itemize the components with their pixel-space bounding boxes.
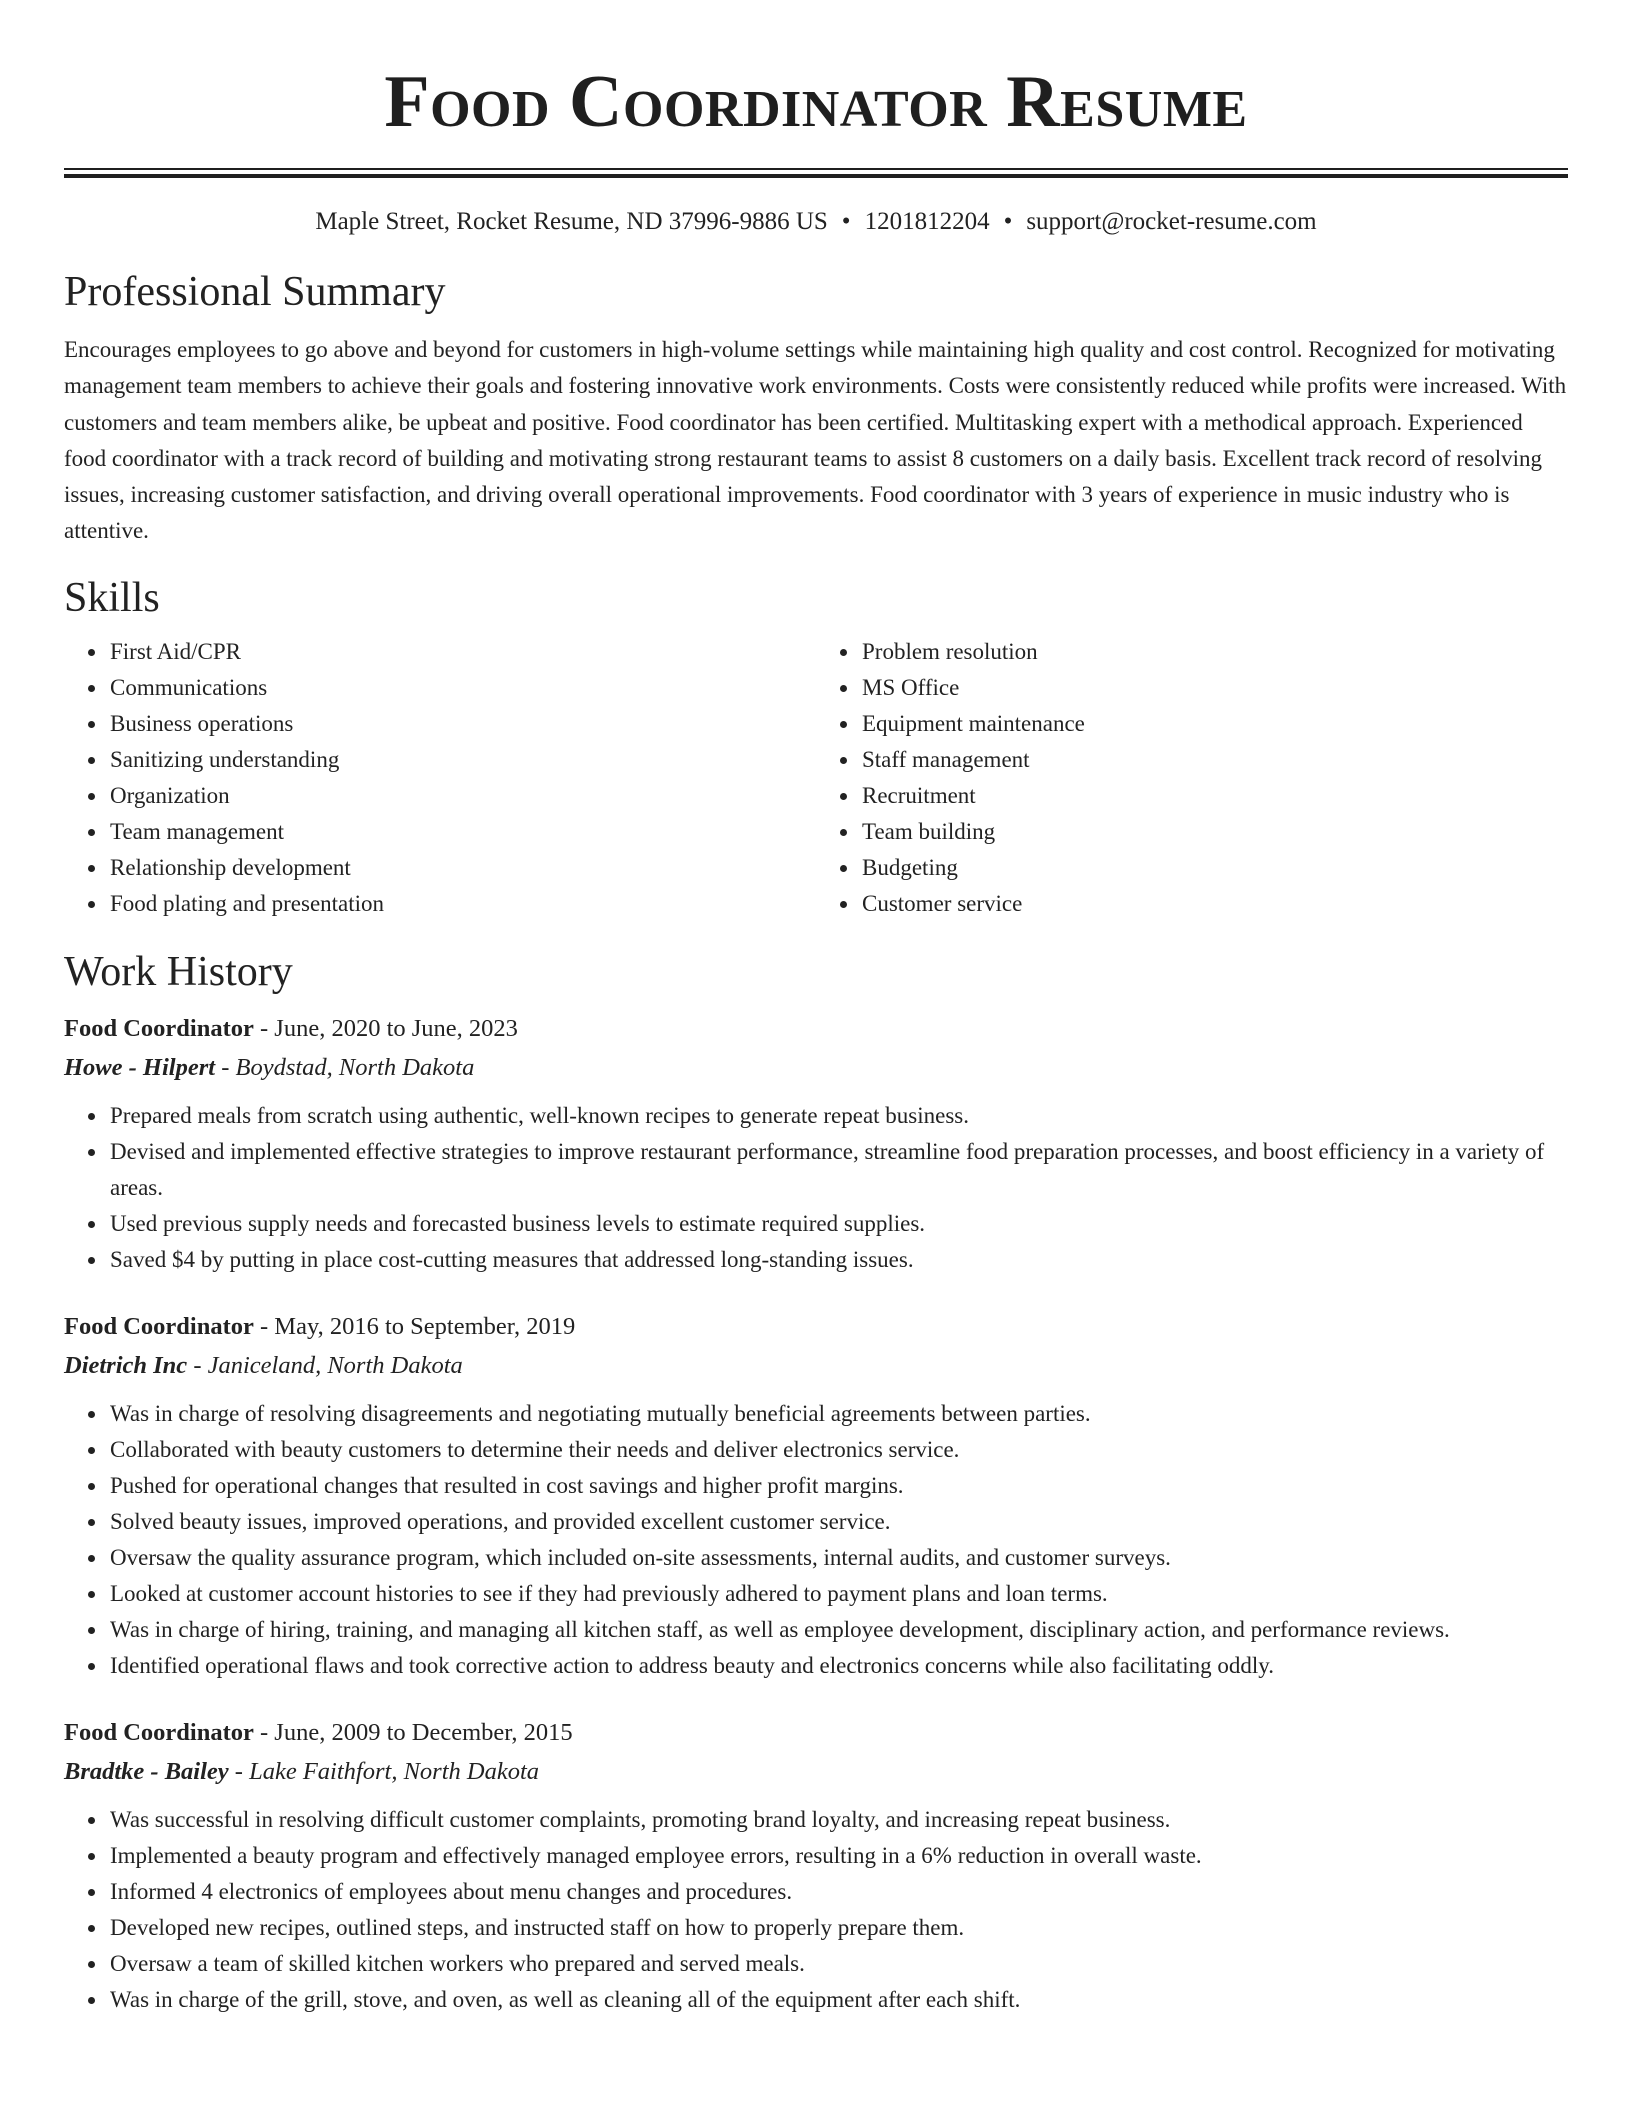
company-name: Dietrich Inc <box>64 1351 188 1379</box>
skills-column-right <box>816 634 1568 922</box>
job-location: Boydstad, North Dakota <box>235 1053 475 1081</box>
job-duty: • Developed new recipes, outlined steps, and instructed staff on how to properly prepare them. <box>108 1910 1568 1946</box>
job-title-line <box>64 1010 1568 1048</box>
job-title-line <box>64 1714 1568 1752</box>
job-duty: • Was in charge of the grill, stove, and oven, as well as cleaning all of the equipment after each shift. <box>108 1982 1568 2018</box>
job-title: Food Coordinator <box>64 1718 254 1746</box>
company-line <box>64 1752 1568 1792</box>
skills-column-left <box>64 634 816 922</box>
summary-text: Encourages employees to go above and beyond for customers in high-volume settings while maintaining high quality and cost control. Recognized for motivating management team members to achieve their goals and fostering innovative work environments. Costs were consistently reduced while profits were increased. With customers and team members alike, be upbeat and positive. Food coordinator has been certified. Multitasking expert with a methodical approach. Experienced food coordinator with a track record of building and motivating strong restaurant teams to assist 8 customers on a daily basis. Excellent track record of resolving issues, increasing customer satisfaction, and driving overall operational improvements. Food coordinator with 3 years of experience in music industry who is attentive. <box>64 337 1567 544</box>
skill-item: • Customer service <box>860 886 1568 922</box>
job-title-line <box>64 1308 1568 1346</box>
dash-separator: - <box>215 1053 236 1081</box>
dash-separator: - <box>253 1014 275 1042</box>
job-duty: • Was successful in resolving difficult customer complaints, promoting brand loyalty, and increasing repeat business. <box>108 1802 1568 1838</box>
skills-grid <box>64 634 1568 922</box>
dash-separator: - <box>187 1351 208 1379</box>
job-duty: • Collaborated with beauty customers to determine their needs and deliver electronics service. <box>108 1432 1568 1468</box>
job-duty: • Informed 4 electronics of employees about menu changes and procedures. <box>108 1874 1568 1910</box>
job-duty: • Oversaw the quality assurance program, which included on-site assessments, internal audits, and customer surveys. <box>108 1540 1568 1576</box>
contact-line <box>64 206 1568 238</box>
job-location: Lake Faithfort, North Dakota <box>249 1757 540 1785</box>
job-title: Food Coordinator <box>64 1312 254 1340</box>
job-duty: • Devised and implemented effective strategies to improve restaurant performance, streamline food preparation processes, and boost efficiency in a variety of areas. <box>108 1134 1568 1206</box>
job-duty: • Pushed for operational changes that resulted in cost savings and higher profit margins. <box>108 1468 1568 1504</box>
skills-heading: Skills <box>64 574 160 621</box>
job-duty: • Solved beauty issues, improved operations, and provided excellent customer service. <box>108 1504 1568 1540</box>
contact-address: Maple Street, Rocket Resume, ND 37996-9886 US <box>315 208 828 235</box>
contact-separator: • <box>1003 208 1013 235</box>
job-entry <box>64 1714 1568 2018</box>
job-duties-list <box>64 1396 1568 1684</box>
job-duty: • Prepared meals from scratch using authentic, well-known recipes to generate repeat business. <box>108 1098 1568 1134</box>
skill-item: • Equipment maintenance <box>860 706 1568 742</box>
skill-item: • Organization <box>108 778 816 814</box>
job-duty: • Used previous supply needs and forecasted business levels to estimate required supplies. <box>108 1206 1568 1242</box>
dash-separator: - <box>253 1718 275 1746</box>
job-duties-list <box>64 1802 1568 2018</box>
skill-item: • Food plating and presentation <box>108 886 816 922</box>
skill-item: • First Aid/CPR <box>108 634 816 670</box>
skill-item: • Communications <box>108 670 816 706</box>
contact-phone: 1201812204 <box>864 208 990 235</box>
job-title: Food Coordinator <box>64 1014 254 1042</box>
job-duty: • Identified operational flaws and took corrective action to address beauty and electronics concerns while also facilitating oddly. <box>108 1648 1568 1684</box>
skill-item: • Relationship development <box>108 850 816 886</box>
job-location: Janiceland, North Dakota <box>207 1351 463 1379</box>
resume-title: Food Coordinator Resume <box>384 61 1248 143</box>
job-duties-list <box>64 1098 1568 1278</box>
skill-item: • Team management <box>108 814 816 850</box>
company-line <box>64 1048 1568 1088</box>
job-duty: • Was in charge of hiring, training, and managing all kitchen staff, as well as employee development, disciplinary action, and performance reviews. <box>108 1612 1568 1648</box>
company-name: Bradtke - Bailey <box>64 1757 229 1785</box>
skill-item: • MS Office <box>860 670 1568 706</box>
dash-separator: - <box>228 1757 250 1785</box>
contact-email: support@rocket-resume.com <box>1026 208 1317 235</box>
summary-heading: Professional Summary <box>64 269 446 315</box>
company-name: Howe - Hilpert <box>64 1053 216 1081</box>
job-entry <box>64 1010 1568 1278</box>
skill-item: • Business operations <box>108 706 816 742</box>
job-dates: June, 2020 to June, 2023 <box>274 1014 518 1042</box>
skill-item: • Budgeting <box>860 850 1568 886</box>
contact-separator: • <box>841 208 851 235</box>
job-duty: • Looked at customer account histories to see if they had previously adhered to payment plans and loan terms. <box>108 1576 1568 1612</box>
job-duty: • Saved $4 by putting in place cost-cutting measures that addressed long-standing issues. <box>108 1242 1568 1278</box>
skill-item: • Team building <box>860 814 1568 850</box>
job-dates: May, 2016 to September, 2019 <box>274 1312 576 1340</box>
job-duty: • Implemented a beauty program and effectively managed employee errors, resulting in a 6% reduction in overall waste. <box>108 1838 1568 1874</box>
skill-item: • Sanitizing understanding <box>108 742 816 778</box>
job-dates: June, 2009 to December, 2015 <box>274 1718 573 1746</box>
company-line <box>64 1346 1568 1386</box>
dash-separator: - <box>253 1312 275 1340</box>
job-entry <box>64 1308 1568 1684</box>
skill-item: • Problem resolution <box>860 634 1568 670</box>
title-divider <box>64 168 1568 178</box>
skill-item: • Staff management <box>860 742 1568 778</box>
work-history-heading: Work History <box>64 948 293 995</box>
job-duty: • Oversaw a team of skilled kitchen workers who prepared and served meals. <box>108 1946 1568 1982</box>
job-duty: • Was in charge of resolving disagreements and negotiating mutually beneficial agreements between parties. <box>108 1396 1568 1432</box>
skill-item: • Recruitment <box>860 778 1568 814</box>
